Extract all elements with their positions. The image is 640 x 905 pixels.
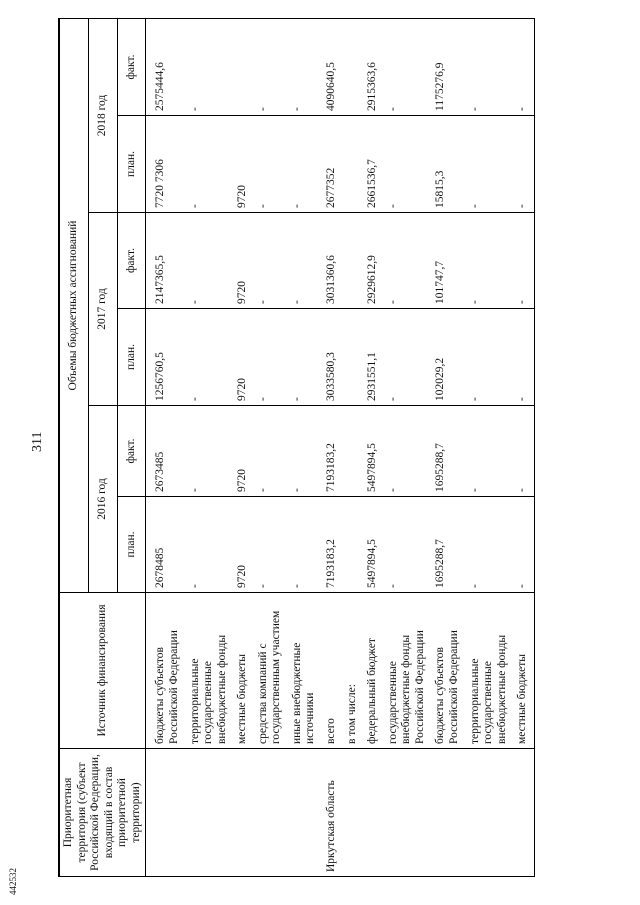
row-source-cell: территориальные государственные внебюджетные фонды — [466, 593, 514, 749]
row-value-cell: - — [466, 497, 514, 593]
table-row — [384, 19, 432, 877]
row-value-cell: 1695288,7 — [431, 497, 465, 593]
row-territory-cell — [513, 749, 534, 877]
row-value-cell: - — [254, 19, 288, 116]
row-value-cell: 9720 — [233, 213, 254, 309]
row-value-cell: - — [466, 19, 514, 116]
header-year-2018: 2018 год — [88, 19, 117, 213]
row-value-cell: 2661536,7 — [363, 116, 384, 213]
row-value-cell: - — [384, 406, 432, 497]
row-source-cell: государственные внебюджетные фонды Российской Федерации — [384, 593, 432, 749]
row-value-cell: - — [513, 116, 534, 213]
row-value-cell: - — [288, 406, 322, 497]
row-source-cell: бюджеты субъектов Российской Федерации — [146, 593, 186, 749]
row-value-cell: - — [513, 309, 534, 406]
row-value-cell — [343, 19, 364, 116]
row-value-cell: - — [466, 116, 514, 213]
row-value-cell: - — [186, 309, 234, 406]
table-row — [363, 19, 384, 877]
row-territory-cell — [363, 749, 384, 877]
row-value-cell: - — [466, 213, 514, 309]
table-row — [233, 19, 254, 877]
row-value-cell: - — [186, 19, 234, 116]
row-value-cell: - — [513, 19, 534, 116]
row-territory-cell — [254, 749, 288, 877]
row-value-cell: 7193183,2 — [322, 406, 343, 497]
table-row — [466, 19, 514, 877]
table-row — [288, 19, 322, 877]
row-value-cell — [233, 19, 254, 116]
row-value-cell: 9720 — [233, 116, 254, 213]
row-territory-cell — [233, 749, 254, 877]
row-value-cell: 2678485 — [146, 497, 186, 593]
row-value-cell — [343, 309, 364, 406]
row-source-cell: местные бюджеты — [233, 593, 254, 749]
row-source-cell: территориальные государственные внебюджетные фонды — [186, 593, 234, 749]
row-value-cell: 2147365,5 — [146, 213, 186, 309]
row-territory-cell — [431, 749, 465, 877]
row-value-cell: - — [254, 213, 288, 309]
row-value-cell: 5497894,5 — [363, 497, 384, 593]
row-value-cell: 2673485 — [146, 406, 186, 497]
row-territory-cell — [186, 749, 234, 877]
row-value-cell: 1256760,5 — [146, 309, 186, 406]
row-value-cell: - — [466, 309, 514, 406]
row-value-cell: - — [186, 406, 234, 497]
row-value-cell: - — [254, 116, 288, 213]
header-source: Источник финансирования — [59, 593, 146, 749]
table-row — [254, 19, 288, 877]
row-value-cell: - — [254, 406, 288, 497]
row-value-cell: 4090640,5 — [322, 19, 343, 116]
row-value-cell: - — [513, 406, 534, 497]
row-territory-cell — [288, 749, 322, 877]
row-value-cell: - — [384, 19, 432, 116]
row-value-cell: 7193183,2 — [322, 497, 343, 593]
row-value-cell: 2915363,6 — [363, 19, 384, 116]
row-value-cell: - — [384, 116, 432, 213]
row-value-cell: 3031360,6 — [322, 213, 343, 309]
row-value-cell: 2931551,1 — [363, 309, 384, 406]
row-value-cell: - — [513, 497, 534, 593]
row-value-cell — [343, 116, 364, 213]
row-value-cell: 7720 7306 — [146, 116, 186, 213]
row-value-cell: - — [513, 213, 534, 309]
row-source-cell: средства компаний с государственным участием — [254, 593, 288, 749]
row-value-cell: 5497894,5 — [363, 406, 384, 497]
row-value-cell: - — [384, 497, 432, 593]
row-value-cell: 102029,2 — [431, 309, 465, 406]
row-territory-cell — [466, 749, 514, 877]
row-source-cell: всего — [322, 593, 343, 749]
row-value-cell: 2575444,6 — [146, 19, 186, 116]
table-row — [513, 19, 534, 877]
row-value-cell: - — [288, 497, 322, 593]
table-row — [431, 19, 465, 877]
row-value-cell: 1695288,7 — [431, 406, 465, 497]
row-territory-cell — [343, 749, 364, 877]
table-row — [343, 19, 364, 877]
budget-allocations-table — [58, 18, 535, 877]
row-value-cell: - — [384, 213, 432, 309]
row-source-cell: бюджеты субъектов Российской Федерации — [431, 593, 465, 749]
header-year-2016: 2016 год — [88, 406, 117, 593]
row-value-cell: 3033580,3 — [322, 309, 343, 406]
document-code: 442532 — [8, 868, 18, 895]
row-value-cell: 101747,7 — [431, 213, 465, 309]
row-value-cell — [343, 406, 364, 497]
header-fact: факт. — [117, 19, 146, 116]
row-value-cell: - — [288, 213, 322, 309]
header-fact: факт. — [117, 213, 146, 309]
header-year-2017: 2017 год — [88, 213, 117, 406]
row-value-cell: 2929612,9 — [363, 213, 384, 309]
header-territory: Приоритетная территория (субъект Российской Федерации, входящий в состав приоритетной территории) — [59, 749, 146, 877]
page-number: 311 — [30, 431, 45, 452]
table-row — [146, 19, 186, 877]
header-volumes: Объемы бюджетных ассигнований — [59, 19, 88, 593]
row-value-cell: 9720 — [233, 406, 254, 497]
row-value-cell: - — [186, 213, 234, 309]
row-value-cell — [343, 497, 364, 593]
row-value-cell: 2677352 — [322, 116, 343, 213]
row-value-cell: 9720 — [233, 497, 254, 593]
header-plan: план. — [117, 116, 146, 213]
row-source-cell: иные внебюджетные источники — [288, 593, 322, 749]
row-value-cell: - — [288, 19, 322, 116]
row-territory-cell — [384, 749, 432, 877]
row-value-cell: - — [288, 116, 322, 213]
row-territory-cell: Иркутская область — [322, 749, 343, 877]
table-row — [186, 19, 234, 877]
row-value-cell: 9720 — [233, 309, 254, 406]
row-value-cell: - — [186, 116, 234, 213]
header-fact: факт. — [117, 406, 146, 497]
table-body — [146, 19, 534, 877]
table-row — [322, 19, 343, 877]
row-value-cell: - — [254, 309, 288, 406]
row-value-cell: 1175276,9 — [431, 19, 465, 116]
row-value-cell: 15815,3 — [431, 116, 465, 213]
row-source-cell: в том числе: — [343, 593, 364, 749]
row-value-cell: - — [466, 406, 514, 497]
row-value-cell — [343, 213, 364, 309]
row-value-cell: - — [384, 309, 432, 406]
row-value-cell: - — [186, 497, 234, 593]
row-value-cell: - — [288, 309, 322, 406]
row-source-cell: федеральный бюджет — [363, 593, 384, 749]
row-territory-cell — [146, 749, 186, 877]
row-source-cell: местные бюджеты — [513, 593, 534, 749]
header-plan: план. — [117, 309, 146, 406]
row-value-cell: - — [254, 497, 288, 593]
header-plan: план. — [117, 497, 146, 593]
